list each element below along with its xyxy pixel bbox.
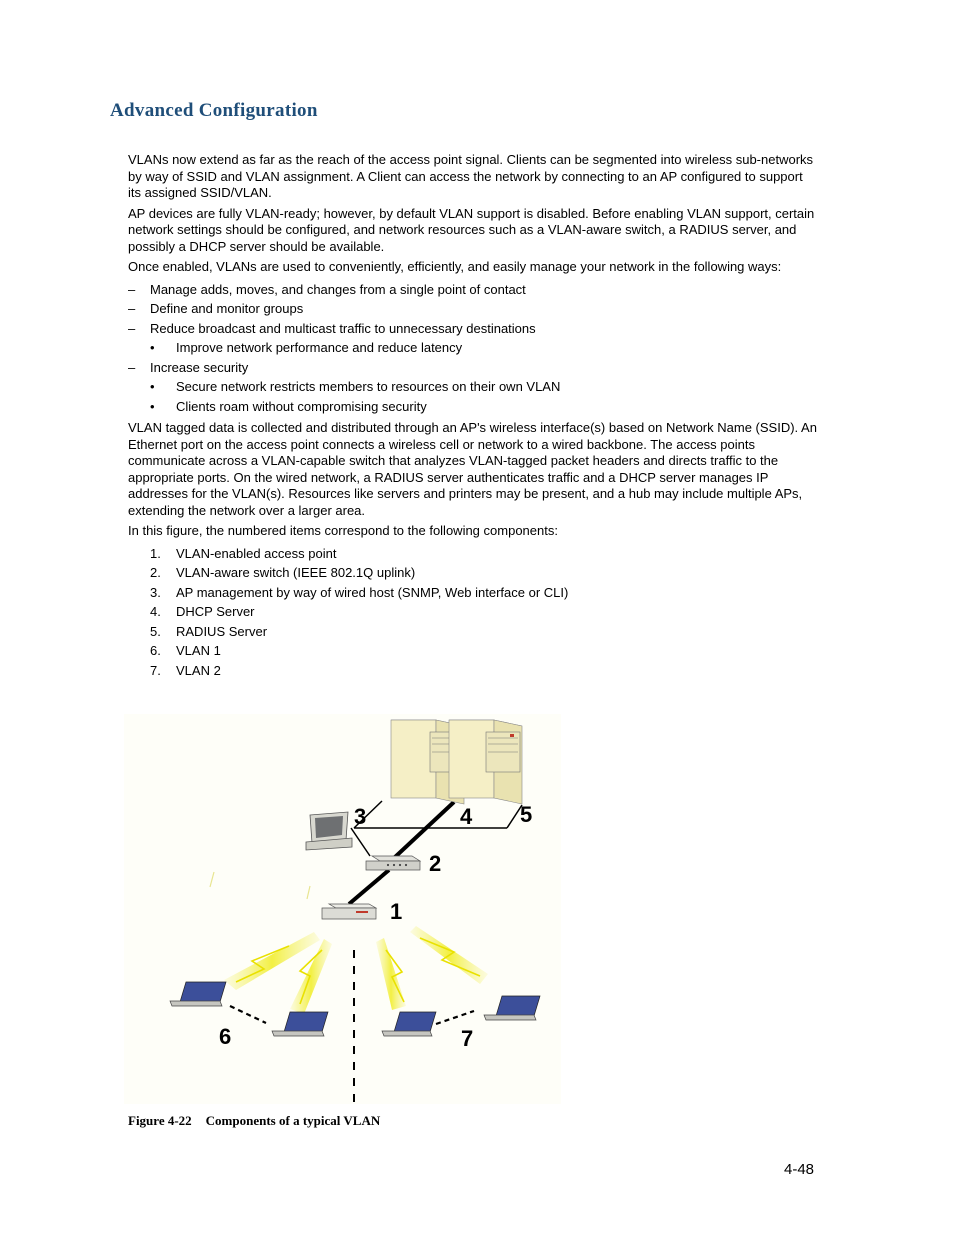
list-item: – Reduce broadcast and multicast traffic to unnecessary destinations xyxy=(128,320,536,336)
list-item: – Manage adds, moves, and changes from a single point of contact xyxy=(128,281,526,297)
list-item: 2. VLAN-aware switch (IEEE 802.1Q uplink) xyxy=(150,565,416,580)
list-item: 6. VLAN 1 xyxy=(150,643,221,658)
list-item: 1. VLAN-enabled access point xyxy=(150,545,337,561)
callout-3: 3 xyxy=(354,804,367,829)
vlan-benefits-list xyxy=(128,280,818,417)
section-title: Advanced Configuration xyxy=(110,100,318,121)
list-item: 3. AP management by way of wired host (SNMP, Web interface or CLI) xyxy=(150,584,569,600)
components-list xyxy=(128,544,818,681)
list-item: – Increase security xyxy=(128,359,249,375)
list-item: • Improve network performance and reduce latency xyxy=(150,340,463,355)
vlan2-link xyxy=(436,1011,474,1024)
callout-7: 7 xyxy=(461,1026,474,1051)
body-text xyxy=(128,152,818,680)
access-point-icon xyxy=(322,904,376,919)
list-item: • Secure network restricts members to resources on their own VLAN xyxy=(150,379,561,394)
vlan-figure xyxy=(124,714,561,1104)
list-item: 7. VLAN 2 xyxy=(150,662,221,678)
callout-1: 1 xyxy=(390,899,403,924)
list-item: – Define and monitor groups xyxy=(128,301,304,316)
wireless-signals xyxy=(224,926,488,1014)
laptop-icon xyxy=(272,1012,328,1036)
callout-4: 4 xyxy=(460,804,473,829)
laptop-icon xyxy=(484,996,540,1020)
management-host-icon xyxy=(306,812,352,850)
page-number: 4-48 xyxy=(784,1161,815,1178)
vlan1-link xyxy=(230,1006,266,1023)
callout-5: 5 xyxy=(520,802,533,827)
figure-caption xyxy=(128,1113,380,1129)
caption-number: Figure 4-22 xyxy=(128,1113,192,1128)
paragraph-vlan-ready: AP devices are fully VLAN-ready; however, by default VLAN support is disabled. Before enabling VLAN support, certain network settings should be configured, and network resources such as a VLAN-aware switch, a RADIUS server, and possibly a DHCP server should be available. xyxy=(128,205,815,254)
vlan-switch-icon xyxy=(366,856,420,870)
paragraph-vlan-tagged: VLAN tagged data is collected and distributed through an AP's wireless interface(s) based on Network Name (SSID). An Ethernet port on the access point connects a wireless cell or network to a wired backbone. The access points communicate across a VLAN-capable switch that analyzes VLAN-tagged packet headers and directs traffic to the appropriate ports. On the wired network, a RADIUS server authenticates traffic and a DHCP server manages IP addresses for the VLAN(s). Resources like servers and printers may be present, and a hub may include multiple APs, extending the network over a larger area. xyxy=(128,420,817,518)
caption-text: Components of a typical VLAN xyxy=(205,1113,381,1128)
list-item: 4. DHCP Server xyxy=(150,604,255,619)
list-item: 5. RADIUS Server xyxy=(150,623,268,639)
paragraph-once-enabled: Once enabled, VLANs are used to conveniently, efficiently, and easily manage your network in the following ways: xyxy=(128,259,782,274)
paragraph-vlan-reach: VLANs now extend as far as the reach of the access point signal. Clients can be segmented into wireless sub-networks by way of SSID and VLAN assignment. A Client can access the network by connecting to an AP configured to support its assigned SSID/VLAN. xyxy=(128,152,814,200)
laptop-icon xyxy=(170,982,226,1006)
callout-2: 2 xyxy=(429,851,442,876)
list-item: • Clients roam without compromising security xyxy=(150,398,427,414)
callout-6: 6 xyxy=(219,1024,232,1049)
radius-server-icon xyxy=(449,720,522,804)
laptop-icon xyxy=(382,1012,436,1036)
paragraph-figure-intro: In this figure, the numbered items correspond to the following components: xyxy=(128,523,558,538)
